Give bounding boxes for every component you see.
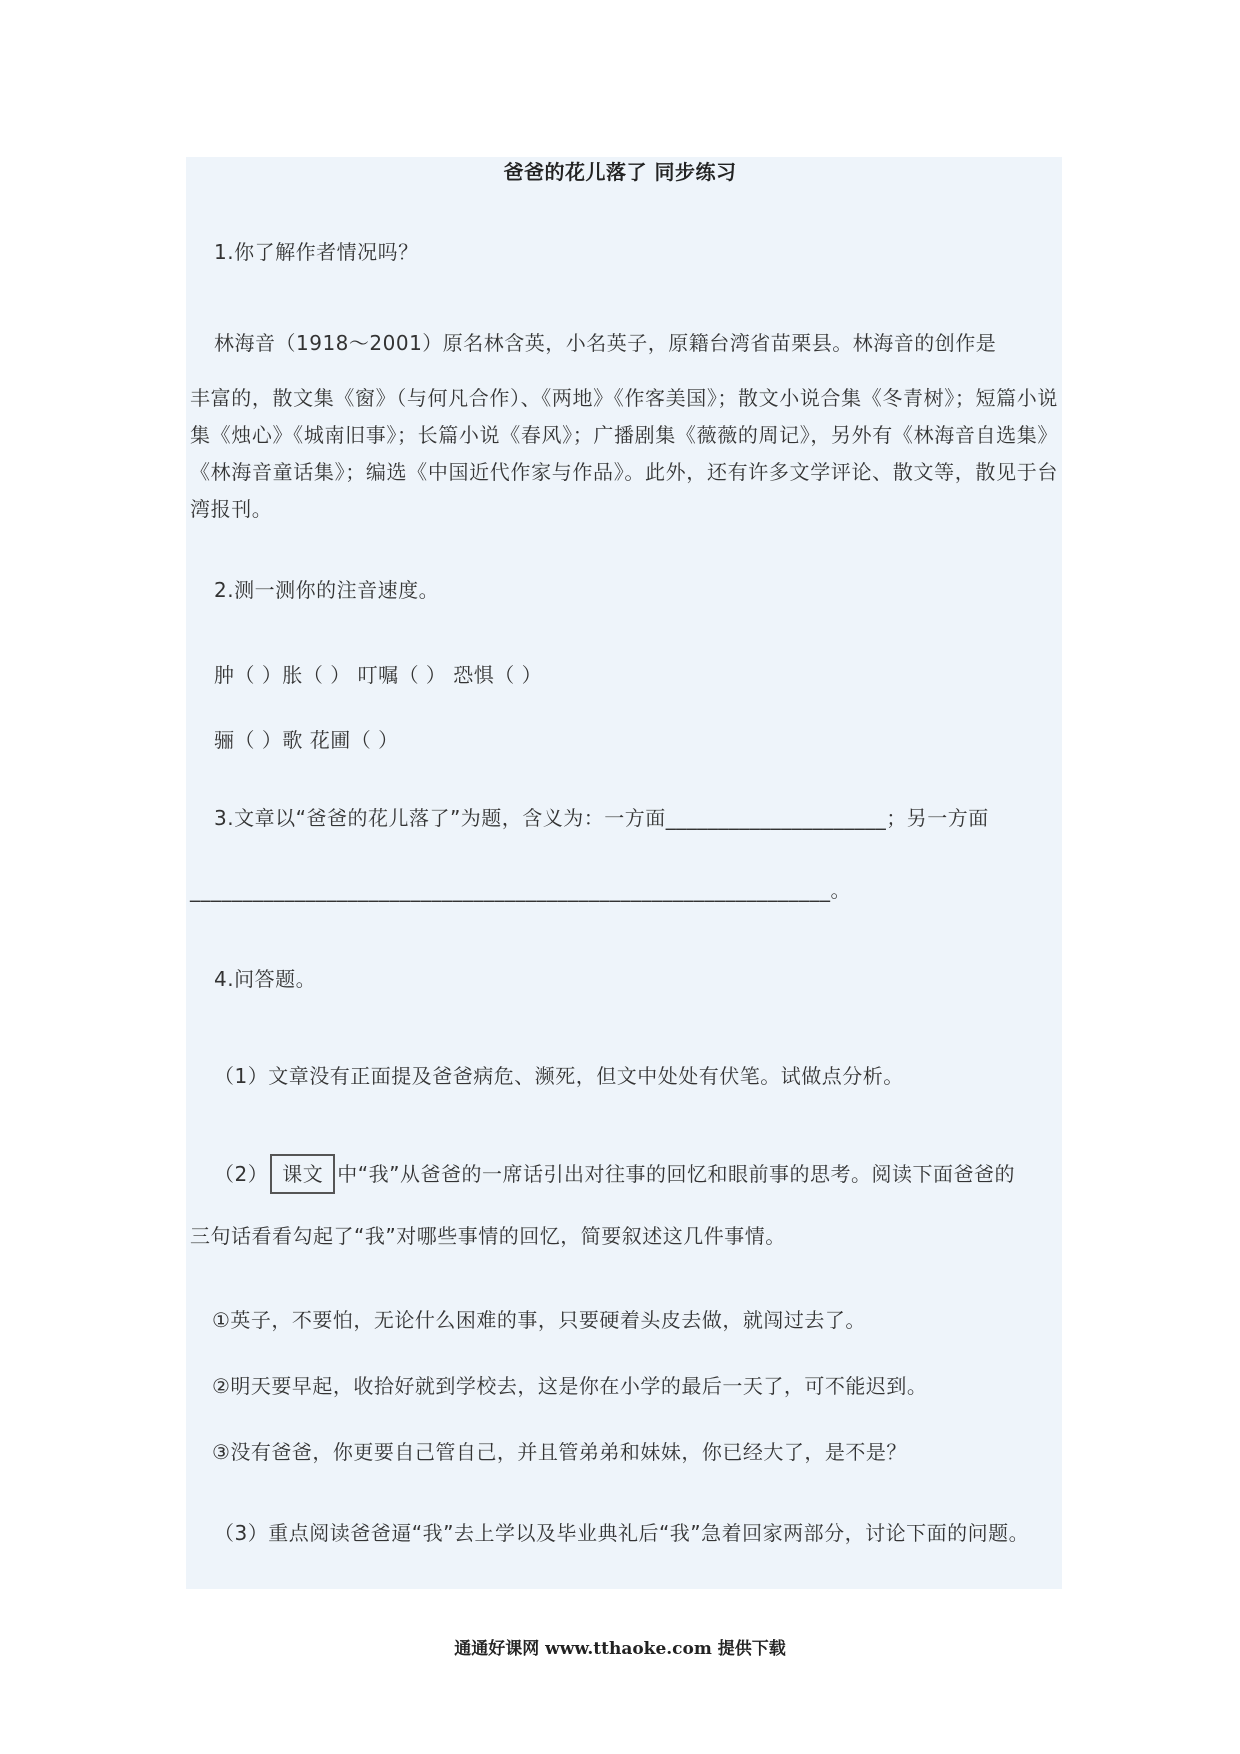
footer-credit: 通通好课网 www.tthaoke.com 提供下载: [454, 1639, 786, 1659]
page-title: 爸爸的花儿落了 同步练习: [503, 160, 737, 184]
q3-line-1: 3.文章以“爸爸的花儿落了”为题，含义为：一方面_____________________；另一方面: [214, 806, 989, 830]
q1-prompt: 1.你了解作者情况吗？: [214, 240, 419, 264]
q4-sub-2-prefix: （2）: [214, 1162, 269, 1186]
q3-line-2: _____________________________________________________________。: [190, 878, 851, 902]
q4-sub-1: （1）文章没有正面提及爸爸病危、濒死，但文中处处有伏笔。试做点分析。: [214, 1064, 904, 1088]
q4-sub-3: （3）重点阅读爸爸逼“我”去上学以及毕业典礼后“我”急着回家两部分，讨论下面的问题。: [214, 1521, 1030, 1545]
q4-sub-2-line-2: 三句话看看勾起了“我”对哪些事情的回忆，简要叙述这几件事情。: [190, 1224, 786, 1248]
q2-pinyin-row-2: 骊（ ）歌 花圃（ ）: [214, 728, 399, 752]
q2-prompt: 2.测一测你的注音速度。: [214, 578, 440, 602]
q4-prompt: 4.问答题。: [214, 967, 317, 991]
q4-sub-2-boxed-word: 课文: [270, 1154, 335, 1194]
q4-quote-2: ②明天要早起，收拾好就到学校去，这是你在小学的最后一天了，可不能迟到。: [212, 1374, 928, 1398]
q2-pinyin-row-1: 肿（ ）胀（ ） 叮嘱（ ） 恐惧（ ）: [214, 663, 543, 687]
q4-sub-2-line-1: [214, 1154, 1015, 1194]
q4-sub-2-rest: 中“我”从爸爸的一席话引出对往事的回忆和眼前事的思考。阅读下面爸爸的: [337, 1162, 1015, 1186]
q1-answer-body: 丰富的，散文集《窗》（与何凡合作）、《两地》《作客美国》；散文小说合集《冬青树》；短篇小说集《烛心》《城南旧事》；长篇小说《春风》；广播剧集《薇薇的周记》，另外有《林海音自选集》《林海音童话集》；编选《中国近代作家与作品》。此外，还有许多文学评论、散文等，散见于台湾报刊。: [190, 386, 1058, 521]
q4-quote-3: ③没有爸爸，你更要自己管自己，并且管弟弟和妹妹，你已经大了，是不是？: [212, 1440, 907, 1464]
q1-answer-first-line: 林海音（1918～2001）原名林含英，小名英子，原籍台湾省苗栗县。林海音的创作是: [214, 331, 997, 355]
q4-quote-1: ①英子，不要怕，无论什么困难的事，只要硬着头皮去做，就闯过去了。: [212, 1308, 866, 1332]
